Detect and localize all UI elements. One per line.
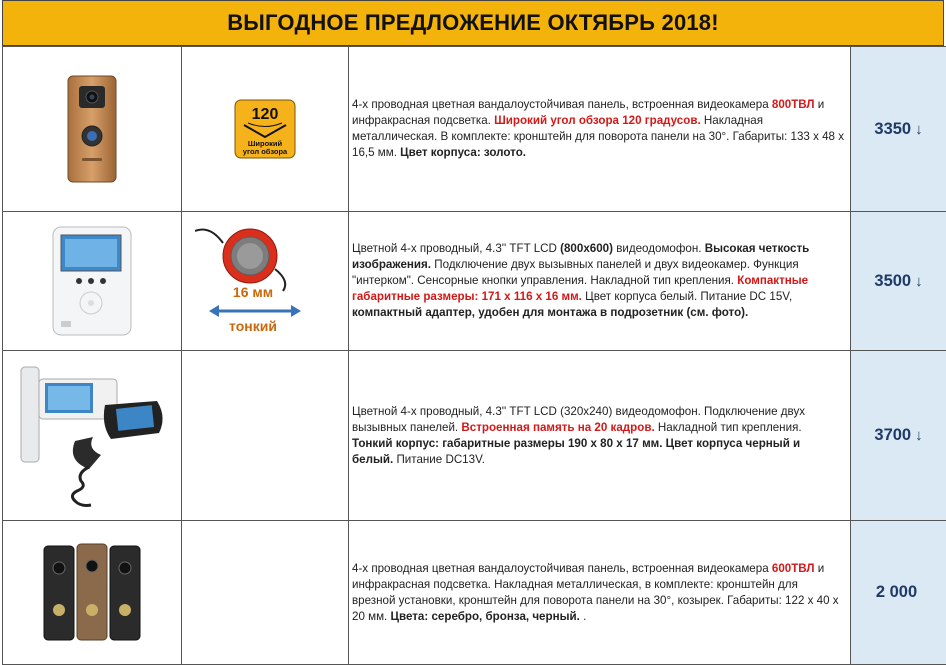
price-down-arrow-icon: ↓ <box>915 427 923 444</box>
desc-text: 4-х проводная цветная вандалоустойчивая панель, встроенная видеокамера <box>352 561 772 575</box>
desc-text: . <box>579 609 587 623</box>
price-value: 3350 ↓ <box>874 119 923 138</box>
highlight-text: Встроенная память на 20 кадров. <box>461 420 655 434</box>
highlight-text: Широкий угол обзора 120 градусов. <box>494 114 701 127</box>
feature-cell <box>182 212 349 351</box>
desc-text: Питание DC13V. <box>393 452 485 466</box>
highlight-text: 800ТВЛ <box>771 98 815 111</box>
description-cell <box>349 212 851 351</box>
price-cell <box>851 521 946 665</box>
bold-text: (800х600) <box>560 242 613 255</box>
price-value: 3500 ↓ <box>874 271 923 290</box>
description-cell <box>349 521 851 665</box>
three-color-panels-image <box>42 542 142 644</box>
description-cell <box>349 47 851 212</box>
desc-text: Цветной 4-х проводный, 4.3'' TFT LCD (320х240) видеодомофон. Подключение двух вызывных панелей. <box>352 404 806 434</box>
price-value: 3700 ↓ <box>874 426 923 444</box>
feature-cell <box>182 351 349 521</box>
desc-text: Цветной 4-х проводный, 4.3'' TFT LCD <box>352 242 561 255</box>
bold-text: Тонкий корпус: габаритные размеры 190 х 80 х 17 мм. Цвет корпуса черный и белый. <box>352 436 801 466</box>
table-row <box>3 351 946 521</box>
desc-text: Накладной тип крепления. <box>654 420 802 434</box>
gold-call-panel-image <box>62 74 122 184</box>
badge-number: 120 <box>251 106 279 123</box>
description-cell <box>349 351 851 521</box>
handset-monitor-image <box>17 361 167 511</box>
product-photo-cell <box>3 212 182 351</box>
highlight-text: Компактные габаритные размеры: 171 х 116 х 16 мм. <box>352 274 809 303</box>
bold-text: компактный адаптер, удобен для монтажа в подрозетник (см. фото). <box>352 306 749 319</box>
price-cell <box>851 351 946 521</box>
bold-text: Высокая четкость изображения. <box>352 242 810 271</box>
bold-text: Цвета: серебро, бронза, черный. <box>390 609 580 623</box>
table-row <box>3 212 946 351</box>
product-description <box>349 404 850 468</box>
product-photo-cell <box>3 351 182 521</box>
bold-text: Цвет корпуса: золото. <box>400 146 527 159</box>
price-cell <box>851 47 946 212</box>
table-row <box>3 521 946 665</box>
thin-size-label: 16 мм <box>232 284 274 300</box>
banner-title: ВЫГОДНОЕ ПРЕДЛОЖЕНИЕ ОКТЯБРЬ 2018! <box>227 10 719 35</box>
thin-mount-illustration <box>195 221 335 341</box>
desc-text: Подключение двух вызывных панелей и двух видеокамер. Функция "интерком". Сенсорные кнопки управления. Накладной тип крепления. <box>352 258 799 287</box>
product-photo-cell <box>3 521 182 665</box>
badge-caption-2: угол обзора <box>242 147 288 156</box>
desc-text: Цвет корпуса белый. Питание DC 15V, <box>581 290 793 303</box>
badge-caption-1: Широкий <box>247 139 283 148</box>
desc-text: Накладная металлическая. В комплекте: кронштейн для поворота панели на 30°. Габариты: 133 х 48 х 16,5 мм. <box>352 114 845 159</box>
white-monitor-image <box>51 225 133 337</box>
highlight-text: 600ТВЛ <box>771 561 815 575</box>
feature-cell <box>182 521 349 665</box>
price-down-arrow-icon: ↓ <box>915 272 923 290</box>
product-description <box>349 241 850 321</box>
table-row <box>3 47 946 212</box>
product-photo-cell <box>3 47 182 212</box>
price-down-arrow-icon: ↓ <box>915 120 923 138</box>
thin-word-label: тонкий <box>229 318 277 334</box>
price-cell <box>851 212 946 351</box>
desc-text: и инфракрасная подсветка. <box>352 98 825 127</box>
desc-text: и инфракрасная подсветка. Накладная металлическая, в комплекте: кронштейн для врезной установки, кронштейн для поворота панели на 30°, козырек. Габариты: 122 х 40 х 20 мм. <box>352 561 839 623</box>
product-description <box>349 97 850 161</box>
wide-angle-badge-icon <box>234 99 296 159</box>
price-value: 2 000 <box>875 583 918 601</box>
feature-cell <box>182 47 349 212</box>
product-description <box>349 561 850 625</box>
offer-table <box>2 46 946 665</box>
desc-text: видеодомофон. <box>612 242 705 255</box>
desc-text: 4-х проводная цветная вандалоустойчивая панель, встроенная видеокамера <box>352 98 772 111</box>
offer-banner <box>2 0 944 46</box>
